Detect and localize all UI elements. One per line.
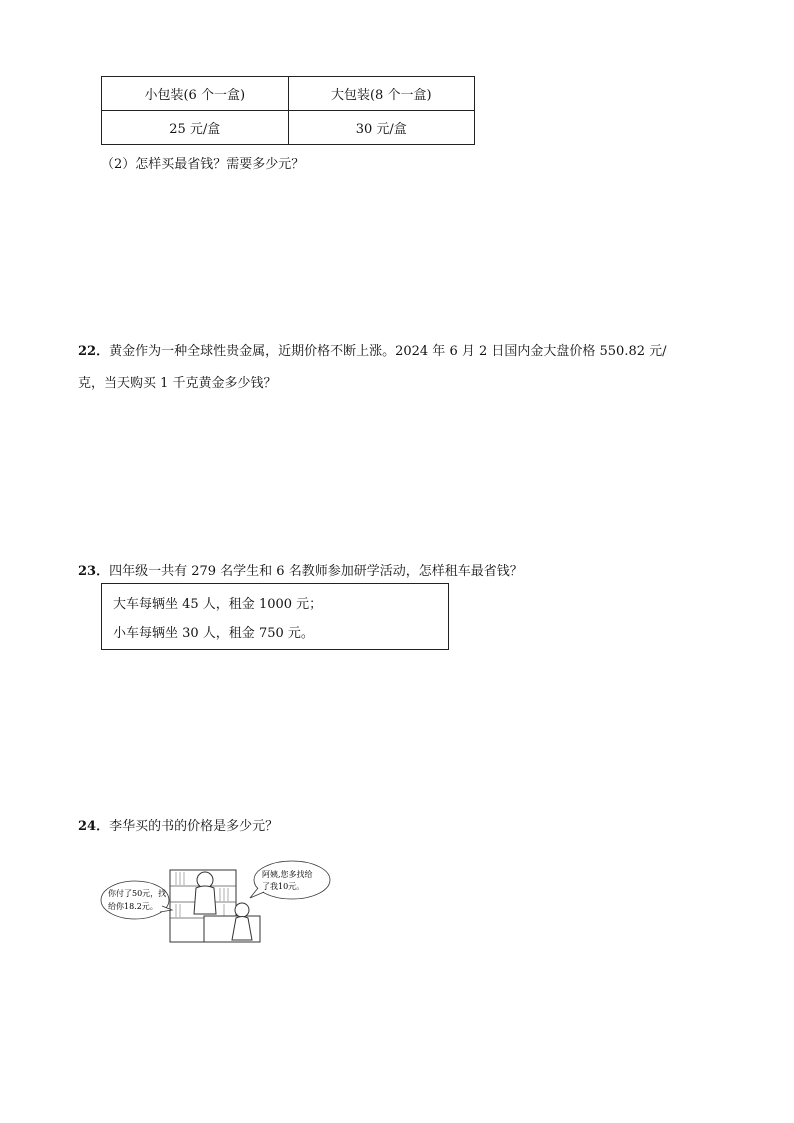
q22-line-2: 克，当天购买 1 千克黄金多少钱？ [78, 376, 277, 391]
q24-line [78, 815, 278, 834]
box-line-small-bus: 小车每辆坐 30 人，租金 750 元。 [113, 626, 314, 641]
q21-sub-question-2: （2）怎样买最省钱？需要多少元？ [101, 157, 305, 172]
q24-number: 24． [78, 819, 110, 834]
q22-number: 22． [78, 344, 110, 359]
packaging-price-table [101, 76, 475, 145]
table-cell-large-price: 30 元/盒 [288, 111, 475, 145]
q24-text: 李华买的书的价格是多少元？ [109, 819, 279, 834]
q23-line [78, 560, 523, 579]
table-header-small: 小包装(6 个一盒) [102, 77, 289, 111]
q23-number: 23． [78, 564, 110, 579]
bubble-left-line-1: 你付了50元，找 [108, 889, 167, 898]
bubble-right-line-1: 阿姨,您多找给 [262, 870, 313, 879]
q22-line-1 [78, 340, 667, 359]
table-cell-small-price: 25 元/盒 [102, 111, 289, 145]
table-header-large: 大包装(8 个一盒) [288, 77, 475, 111]
q23-text: 四年级一共有 279 名学生和 6 名教师参加研学活动，怎样租车最省钱？ [109, 564, 523, 579]
bookstore-illustration [100, 858, 332, 948]
bus-rental-info-box [101, 583, 449, 650]
q22-text-1: 黄金作为一种全球性贵金属，近期价格不断上涨。2024 年 6 月 2 日国内金大盘价格 550.82 元/ [109, 344, 667, 359]
bubble-left-line-2: 给你18.2元。 [108, 902, 158, 911]
box-line-large-bus: 大车每辆坐 45 人，租金 1000 元； [113, 597, 323, 612]
bubble-right-line-2: 了我10元。 [262, 882, 305, 891]
